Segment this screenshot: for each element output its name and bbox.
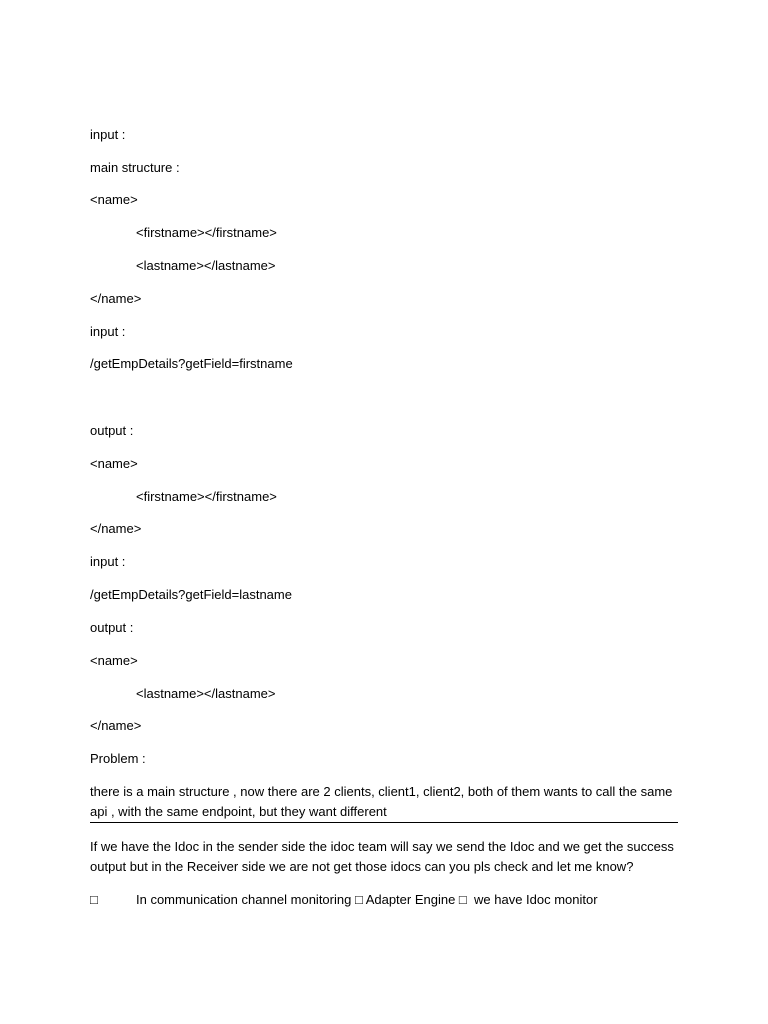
name-open-tag: <name>: [90, 653, 138, 668]
problem-heading: Problem :: [90, 751, 146, 766]
name-close-tag: </name>: [90, 291, 142, 306]
problem-text: there is a main structure , now there are 2 clients, client1, client2, both of them wants to call the same api , with the same endpoint, but they want different: [90, 784, 673, 819]
input-label: input :: [90, 554, 126, 569]
output-label: output :: [90, 620, 134, 635]
main-structure-label: main structure :: [90, 160, 180, 175]
firstname-tag: <firstname></firstname>: [136, 225, 277, 240]
firstname-tag: <firstname></firstname>: [136, 489, 277, 504]
input-label: input :: [90, 324, 126, 339]
endpoint-lastname: /getEmpDetails?getField=lastname: [90, 587, 292, 602]
input-label: input :: [90, 127, 126, 142]
name-open-tag: <name>: [90, 192, 138, 207]
bullet-icon: □: [90, 892, 98, 907]
name-close-tag: </name>: [90, 521, 142, 536]
idoc-question: If we have the Idoc in the sender side the idoc team will say we send the Idoc and we get the success output but in the Receiver side we are not get those idocs can you pls check and let me know?: [90, 839, 674, 874]
output-label: output :: [90, 423, 134, 438]
endpoint-firstname: /getEmpDetails?getField=firstname: [90, 356, 293, 371]
name-close-tag: </name>: [90, 718, 142, 733]
lastname-tag: <lastname></lastname>: [136, 258, 276, 273]
name-open-tag: <name>: [90, 456, 138, 471]
lastname-tag: <lastname></lastname>: [136, 686, 276, 701]
horizontal-rule: [90, 822, 678, 823]
bullet-text: In communication channel monitoring □ Adapter Engine □ we have Idoc monitor: [136, 892, 598, 907]
